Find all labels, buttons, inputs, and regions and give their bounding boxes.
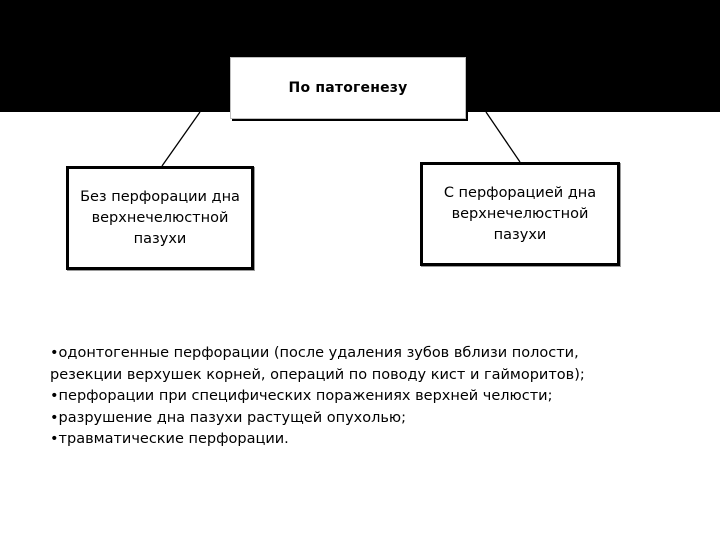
connector-right [486,112,520,162]
cause-list-line: •травматические перфорации. [50,431,289,447]
child-node-with-perforation [420,162,620,266]
cause-list-line: •перфорации при специфических поражениях верхней челюсти; [50,388,553,404]
child-right-line-2: верхнечелюстной [451,205,589,222]
cause-list-line: •одонтогенные перфорации (после удаления зубов вблизи полости, [50,345,579,361]
cause-list [50,343,700,451]
child-left-line-1: Без перфорации дна [80,188,240,205]
cause-list-line: резекции верхушек корней, операций по поводу кист и гайморитов); [50,366,585,383]
child-left-line-3: пазухи [133,230,187,247]
child-node-without-perforation [66,166,254,270]
cause-list-line: •разрушение дна пазухи растущей опухолью; [50,409,407,426]
root-node [230,57,466,119]
connector-left [162,112,200,166]
child-right-line-1: С перфорацией дна [443,184,597,201]
root-node-label: По патогенезу [288,80,408,96]
child-left-line-2: верхнечелюстной [91,209,229,226]
child-right-line-3: пазухи [493,226,547,243]
